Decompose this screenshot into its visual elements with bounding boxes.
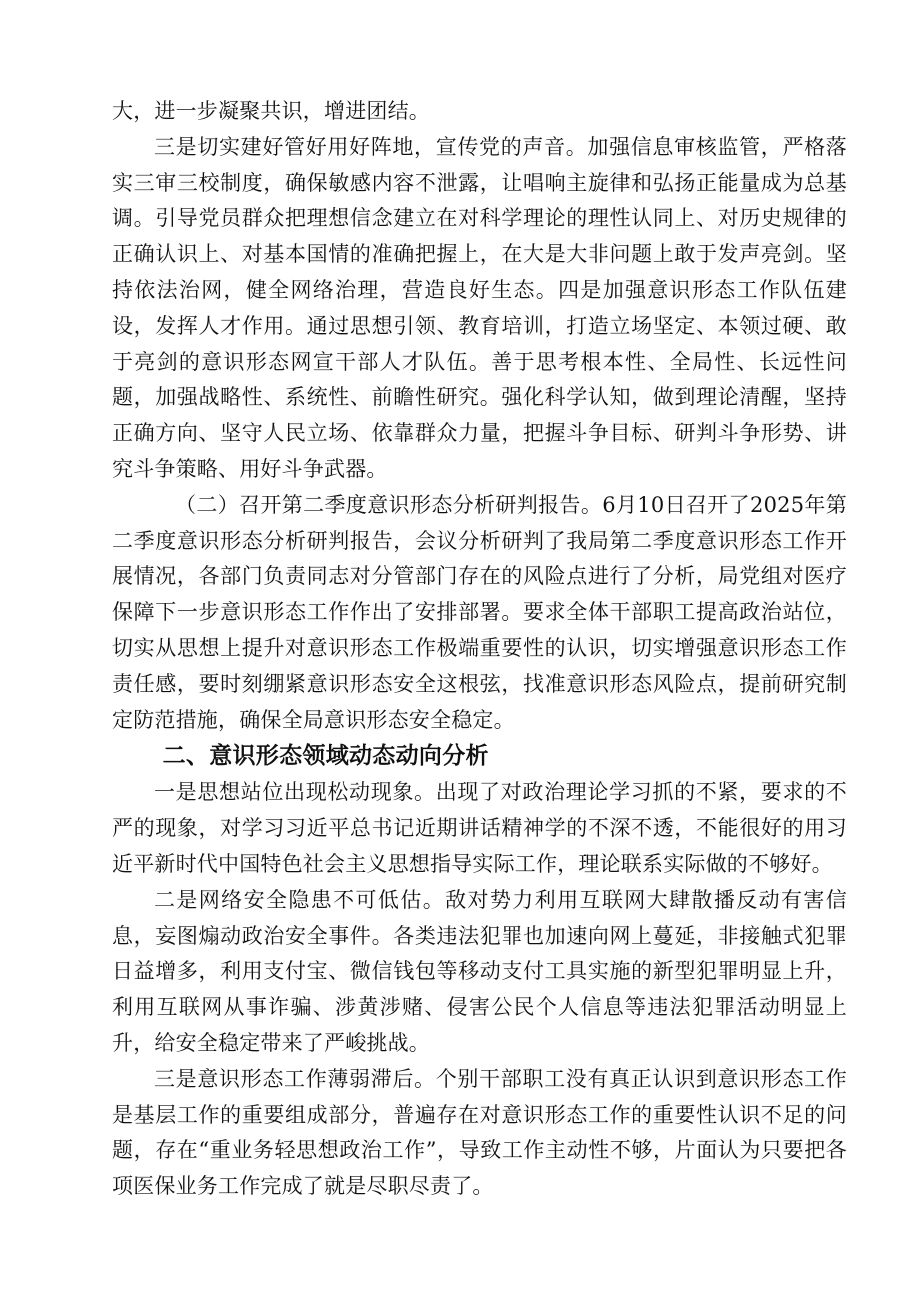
paragraph-position-building: 三是切实建好管好用好阵地，宣传党的声音。加强信息审核监管，严格落实三审三校制度，确保敏感内容不泄露，让唱响主旋律和弘扬正能量成为总基调。引导党员群众把理想信念建立在对科学理论的理性认同上、对历史规律的正确认识上、对基本国情的准确把握上，在大是大非问题上敢于发声亮剑。坚持依法治网，健全网络治理，营造良好生态。四是加强意识形态工作队伍建设，发挥人才作用。通过思想引领、教育培训，打造立场坚定、本领过硬、敢于亮剑的意识形态网宣干部人才队伍。善于思考根本性、全局性、长远性问题，加强战略性、系统性、前瞻性研究。强化科学认知，做到理论清醒，坚持正确方向、坚守人民立场、依靠群众力量，把握斗争目标、研判斗争形势、讲究斗争策略、用好斗争武器。 [112, 134, 847, 481]
analysis-paragraph-ideology: 一是思想站位出现松动现象。出现了对政治理论学习抓的不紧，要求的不严的现象，对学习习近平总书记近期讲话精神学的不深不透，不能很好的用习近平新时代中国特色社会主义思想指导实际工作，理论联系实际做的不够好。 [112, 780, 847, 876]
paragraph-quarterly-report: （二）召开第二季度意识形态分析研判报告。6月10日召开了2025年第二季度意识形态分析研判报告，会议分析研判了我局第二季度意识形态工作开展情况，各部门负责同志对分管部门存在的风险点进行了分析，局党组对医疗保障下一步意识形态工作作出了安排部署。要求全体干部职工提高政治站位，切实从思想上提升对意识形态工作极端重要性的认识，切实增强意识形态工作责任感，要时刻绷紧意识形态安全这根弦，找准意识形态风险点，提前研究制定防范措施，确保全局意识形态安全稳定。 [112, 492, 847, 732]
paragraph-continuation: 大，进一步凝聚共识，增进团结。 [112, 99, 430, 123]
document-body [112, 94, 847, 1205]
section-heading: 二、意识形态领域动态动向分析 [162, 743, 489, 770]
analysis-paragraph-work-weakness: 三是意识形态工作薄弱滞后。个别干部职工没有真正认识到意识形态工作是基层工作的重要组成部分，普遍存在对意识形态工作的重要性认识不足的问题，存在“重业务轻思想政治工作”，导致工作主动性不够，片面认为只要把各项医保业务工作完成了就是尽职尽责了。 [112, 1066, 847, 1199]
analysis-paragraph-network-security: 二是网络安全隐患不可低估。敌对势力利用互联网大肆散播反动有害信息，妄图煽动政治安全事件。各类违法犯罪也加速向网上蔓延，非接触式犯罪日益增多，利用支付宝、微信钱包等移动支付工具实施的新型犯罪明显上升，利用互联网从事诈骗、涉黄涉赌、侵害公民个人信息等违法犯罪活动明显上升，给安全稳定带来了严峻挑战。 [112, 887, 847, 1055]
